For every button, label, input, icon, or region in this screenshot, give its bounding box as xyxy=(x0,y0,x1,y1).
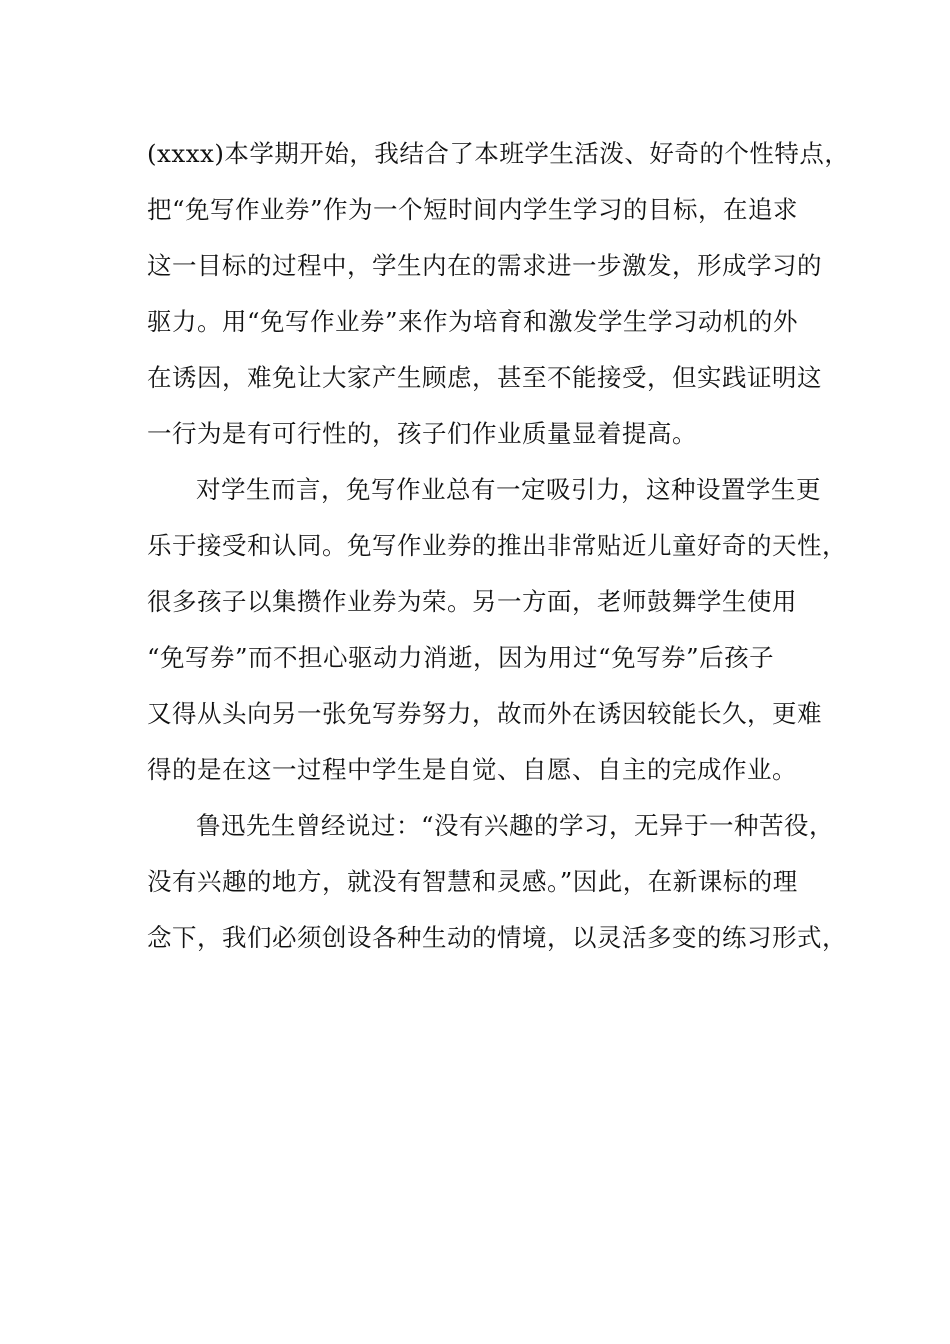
paragraph-2 xyxy=(147,462,847,798)
text-line: 念下，我们必须创设各种生动的情境，以灵活多变的练习形式， xyxy=(147,923,847,952)
text-line: 把“免写作业券”作为一个短时间内学生学习的目标，在追求 xyxy=(147,195,799,224)
text-line: 没有兴趣的地方，就没有智慧和灵感。”因此，在新课标的理 xyxy=(147,867,798,896)
text-line: 得的是在这一过程中学生是自觉、自愿、自主的完成作业。 xyxy=(147,755,797,784)
text-line: 驱力。用“免写作业券”来作为培育和激发学生学习动机的外 xyxy=(147,307,799,336)
body-text xyxy=(147,126,850,966)
text-line: 一行为是有可行性的，孩子们作业质量显着提高。 xyxy=(147,419,697,448)
paragraph-1 xyxy=(147,126,850,462)
text-line: 这一目标的过程中，学生内在的需求进一步激发，形成学习的 xyxy=(147,251,822,280)
text-line: “免写券”而不担心驱动力消逝，因为用过“免写券”后孩子 xyxy=(147,643,775,672)
text-line: 在诱因，难免让大家产生顾虑，甚至不能接受，但实践证明这 xyxy=(147,363,822,392)
text-line: 鲁迅先生曾经说过：“没有兴趣的学习，无异于一种苦役， xyxy=(196,811,835,840)
text-line: 又得从头向另一张免写券努力，故而外在诱因较能长久，更难 xyxy=(147,699,822,728)
text-line: 对学生而言，免写作业总有一定吸引力，这种设置学生更 xyxy=(196,475,821,504)
text-line: 乐于接受和认同。免写作业券的推出非常贴近儿童好奇的天性， xyxy=(147,531,847,560)
text-line: (xxxx)本学期开始，我结合了本班学生活泼、好奇的个性特点， xyxy=(147,139,850,168)
paragraph-3 xyxy=(147,798,847,966)
text-line: 很多孩子以集攒作业券为荣。另一方面，老师鼓舞学生使用 xyxy=(147,587,797,616)
